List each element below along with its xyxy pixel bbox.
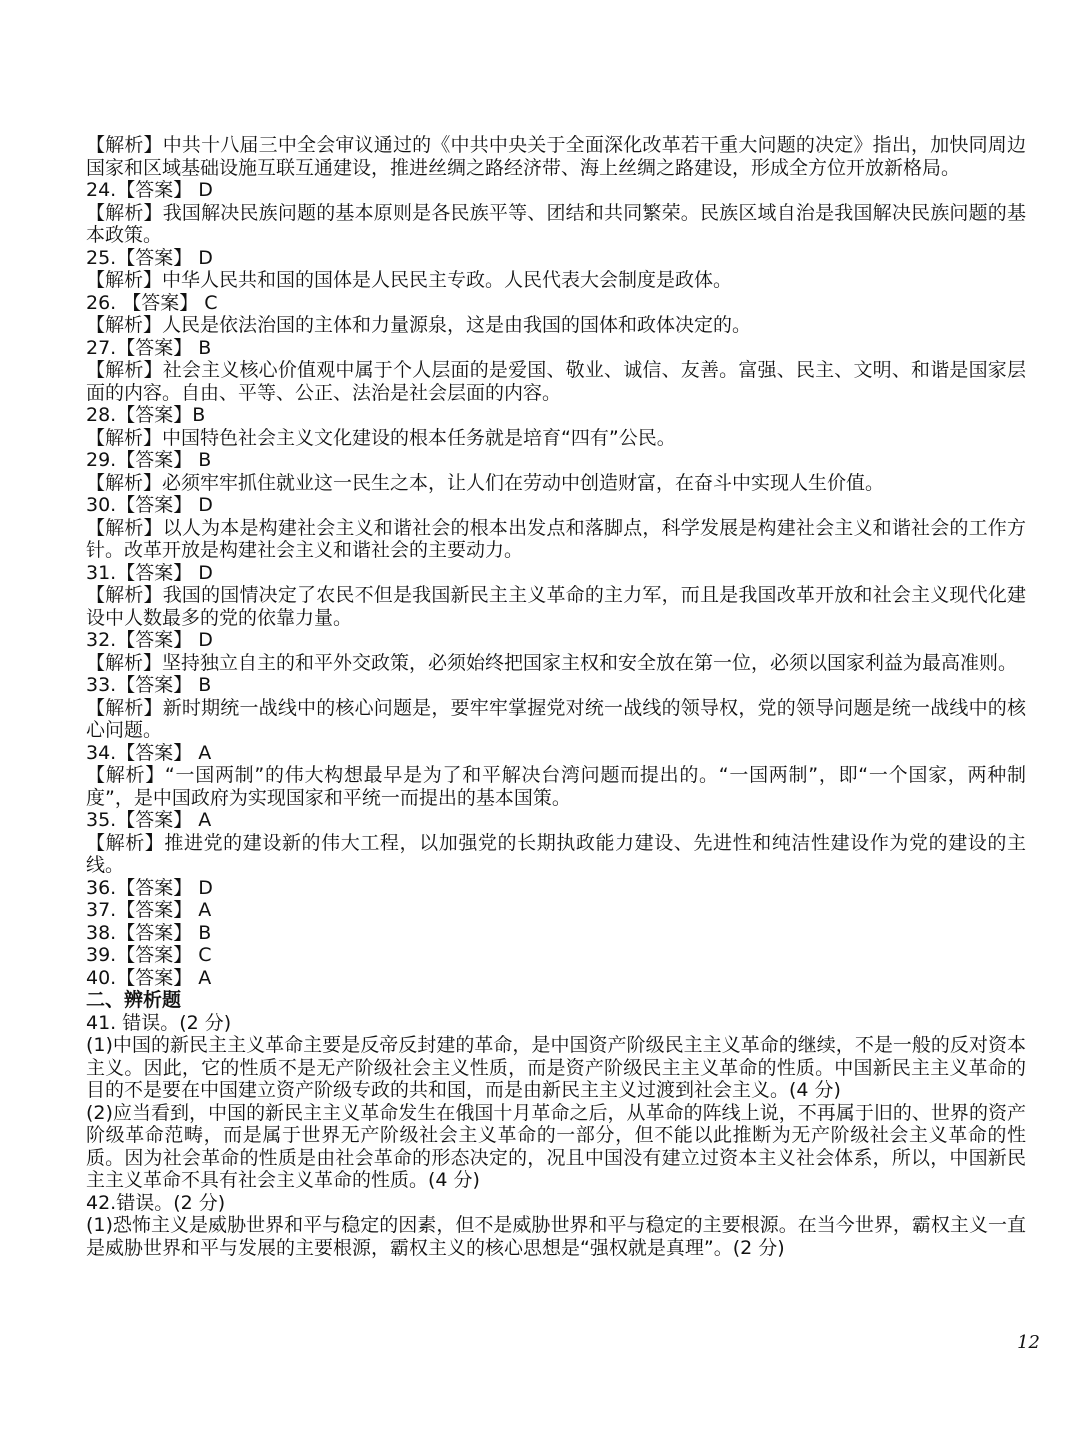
answer-35: 35.【答案】 A xyxy=(86,809,212,831)
answer-26: 26. 【答案】 C xyxy=(86,291,218,314)
answer-32: 32.【答案】 D xyxy=(86,629,213,651)
page-number: 12 xyxy=(1017,1332,1040,1353)
q42-head: 42.错误。(2 分) xyxy=(86,1191,226,1214)
intro-analysis: 【解析】中共十八届三中全会审议通过的《中共中央关于全面深化改革若干重大问题的决定》指出，加快同周边国家和区域基础设施互联互通建设，推进丝绸之路经济带、海上丝绸之路建设，形成全方位开放新格局。 xyxy=(86,134,1026,179)
section-title: 二、辨析题 xyxy=(86,989,182,1011)
answer-27: 27.【答案】 B xyxy=(86,336,212,359)
answer-page xyxy=(86,134,1026,1259)
answer-39: 39.【答案】 C xyxy=(86,944,212,966)
answer-38: 38.【答案】 B xyxy=(86,921,212,944)
q41-paragraph-1: (1)中国的新民主主义革命主要是反帝反封建的革命，是中国资产阶级民主主义革命的继续，不是一般的反对资本主义。因此，它的性质不是无产阶级社会主义性质，而是资产阶级民主主义革命的性质。中国新民主主义革命的目的不是要在中国建立资产阶级专政的共和国，而是由新民主主义过渡到社会主义。(4 分) xyxy=(86,1034,1026,1101)
analysis-29: 【解析】必须牢牢抓住就业这一民生之本，让人们在劳动中创造财富，在奋斗中实现人生价值。 xyxy=(86,471,885,494)
analysis-32: 【解析】坚持独立自主的和平外交政策，必须始终把国家主权和安全放在第一位，必须以国家利益为最高准则。 xyxy=(86,651,1018,674)
analysis-27: 【解析】社会主义核心价值观中属于个人层面的是爱国、敬业、诚信、友善。富强、民主、文明、和谐是国家层面的内容。自由、平等、公正、法治是社会层面的内容。 xyxy=(86,359,1026,404)
analysis-33: 【解析】新时期统一战线中的核心问题是，要牢牢掌握党对统一战线的领导权，党的领导问题是统一战线中的核心问题。 xyxy=(86,696,1026,741)
analysis-31: 【解析】我国的国情决定了农民不但是我国新民主主义革命的主力军，而且是我国改革开放和社会主义现代化建设中人数最多的党的依靠力量。 xyxy=(86,584,1026,629)
answer-34: 34.【答案】 A xyxy=(86,741,212,764)
answer-29: 29.【答案】 B xyxy=(86,449,212,471)
analysis-28: 【解析】中国特色社会主义文化建设的根本任务就是培育“四有”公民。 xyxy=(86,426,676,449)
q42-paragraph-1: (1)恐怖主义是威胁世界和平与稳定的因素，但不是威胁世界和平与稳定的主要根源。在当今世界，霸权主义一直是威胁世界和平与发展的主要根源，霸权主义的核心思想是“强权就是真理”。(2 分) xyxy=(86,1214,1026,1259)
answer-36: 36.【答案】 D xyxy=(86,876,213,899)
analysis-24: 【解析】我国解决民族问题的基本原则是各民族平等、团结和共同繁荣。民族区域自治是我国解决民族问题的基本政策。 xyxy=(86,201,1026,246)
answer-25: 25.【答案】 D xyxy=(86,246,213,269)
q41-head: 41. 错误。(2 分) xyxy=(86,1011,232,1034)
answer-40: 40.【答案】 A xyxy=(86,966,212,989)
analysis-34: 【解析】“一国两制”的伟大构想最早是为了和平解决台湾问题而提出的。“一国两制”，即“一个国家，两种制度”，是中国政府为实现国家和平统一而提出的基本国策。 xyxy=(86,764,1026,809)
answer-30: 30.【答案】 D xyxy=(86,494,213,516)
analysis-35: 【解析】推进党的建设新的伟大工程，以加强党的长期执政能力建设、先进性和纯洁性建设作为党的建设的主线。 xyxy=(86,831,1026,876)
answer-24: 24.【答案】 D xyxy=(86,179,213,201)
answer-37: 37.【答案】 A xyxy=(86,899,212,921)
answer-31: 31.【答案】 D xyxy=(86,561,213,584)
analysis-30: 【解析】以人为本是构建社会主义和谐社会的根本出发点和落脚点，科学发展是构建社会主义和谐社会的工作方针。改革开放是构建社会主义和谐社会的主要动力。 xyxy=(86,516,1026,561)
answer-33: 33.【答案】 B xyxy=(86,674,212,696)
q41-paragraph-2: (2)应当看到，中国的新民主主义革命发生在俄国十月革命之后，从革命的阵线上说，不再属于旧的、世界的资产阶级革命范畴，而是属于世界无产阶级社会主义革命的一部分，但不能以此推断为无产阶级社会主义革命的性质。因为社会革命的性质是由社会革命的形态决定的，况且中国没有建立过资本主义社会体系，所以，中国新民主主义革命不具有社会主义革命的性质。(4 分) xyxy=(86,1101,1026,1191)
answer-28: 28.【答案】B xyxy=(86,404,206,426)
analysis-26: 【解析】人民是依法治国的主体和力量源泉，这是由我国的国体和政体决定的。 xyxy=(86,314,752,336)
analysis-25: 【解析】中华人民共和国的国体是人民民主专政。人民代表大会制度是政体。 xyxy=(86,269,733,291)
